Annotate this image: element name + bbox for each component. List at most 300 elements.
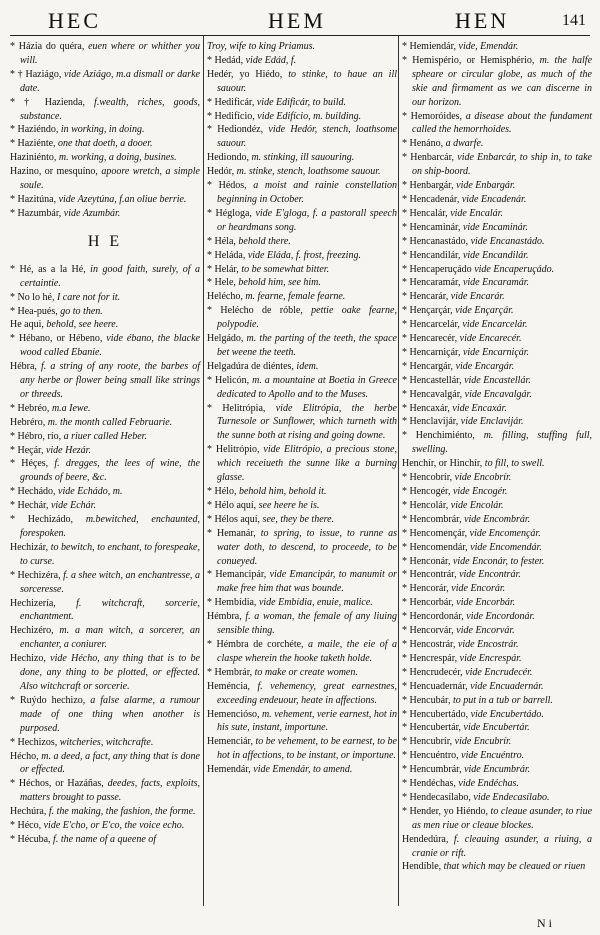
entry-headword: * Hedificár, xyxy=(207,96,255,108)
entry-definition: behold him, see him. xyxy=(235,277,321,289)
entry-headword: * Ruýdo hechizo, xyxy=(10,694,86,706)
entry-headword: * Haziéndo, xyxy=(10,124,59,136)
entry-definition: vide Encobrír. xyxy=(452,472,512,484)
entry-headword: * Hélo aquí, xyxy=(207,499,257,511)
page-number: 141 xyxy=(562,12,586,29)
dictionary-entry xyxy=(402,708,592,722)
dictionary-entry xyxy=(402,541,592,555)
entry-headword: * Hencuadernár, xyxy=(402,680,468,692)
entry-definition: m. stinke, stench, loathsome sauour. xyxy=(234,166,381,178)
dictionary-entry xyxy=(402,40,592,54)
entry-definition: idem. xyxy=(293,360,319,372)
dictionary-entry xyxy=(10,569,200,597)
entry-definition: m. vehement, verie earnest, hot in his sute, instant, importune. xyxy=(217,708,397,734)
entry-headword: * Hencalár, xyxy=(402,207,448,219)
entry-definition: vide Emendár, to amend. xyxy=(250,764,353,776)
dictionary-entry xyxy=(402,694,592,708)
entry-definition: a maile, the eie of a claspe wherein the hooke taketh holde. xyxy=(217,638,397,664)
entry-headword: * Hencargár, xyxy=(402,360,454,372)
entry-definition: m. working, a doing, busines. xyxy=(56,152,177,164)
entry-headword: * Hençarçár, xyxy=(402,305,453,317)
entry-definition: f.wealth, riches, goods, substance. xyxy=(20,96,200,122)
entry-headword: * Hélo, xyxy=(207,486,237,497)
entry-headword: * Henbargár, xyxy=(402,180,454,192)
entry-headword: Hendíble, xyxy=(402,861,442,873)
entry-headword: * Henconár, xyxy=(402,555,451,567)
entry-headword: * Hencarniçár, xyxy=(402,346,461,358)
entry-definition: vide Encumbrár. xyxy=(461,764,531,776)
entry-headword: * Hencaramár, xyxy=(402,277,461,289)
entry-headword: * Hencrespár, xyxy=(402,652,458,664)
entry-headword: Helgádo, xyxy=(207,333,244,345)
entry-definition: f. dregges, the lees of wine, the grounds of beere, &c. xyxy=(20,458,200,484)
entry-headword: * Helécho de róble, xyxy=(207,305,303,317)
entry-headword: Hechizéro, xyxy=(10,625,54,637)
dictionary-entry xyxy=(207,40,397,54)
dictionary-entry xyxy=(10,207,200,221)
dictionary-entry xyxy=(402,749,592,763)
dictionary-entry xyxy=(10,833,200,847)
entry-headword: * Héco, xyxy=(10,820,42,832)
dictionary-entry xyxy=(10,165,200,193)
dictionary-entry xyxy=(402,596,592,610)
entry-headword: * Hencanastádo, xyxy=(402,235,469,247)
entry-definition: m. the halfe spheare or circular globe, as much of the skie and firmament as we can discerne in our horizon. xyxy=(412,54,593,108)
dictionary-entry xyxy=(207,68,397,96)
header-rule xyxy=(10,35,590,36)
entry-headword: * Hencubertár, xyxy=(402,722,462,734)
entry-definition: vide Echár. xyxy=(48,500,96,512)
header-word-center: HEM xyxy=(268,8,326,33)
entry-definition: vide Encubertádo. xyxy=(468,708,544,720)
entry-definition: m. filling, stuffing full, swelling. xyxy=(412,430,593,456)
header-word-right: HEN xyxy=(455,8,510,33)
entry-definition: vide Encarecér. xyxy=(457,333,522,345)
entry-headword: * Hencomençár, xyxy=(402,527,468,539)
entry-definition: vide Encaperuçádo. xyxy=(471,263,555,275)
entry-headword: * Hencastellár, xyxy=(402,374,462,386)
dictionary-entry xyxy=(10,68,200,96)
entry-headword: * Henáno, xyxy=(402,138,444,150)
dictionary-entry xyxy=(207,304,397,332)
entry-headword: * Hencrudecér, xyxy=(402,666,463,678)
entry-definition: a dwarfe. xyxy=(443,138,484,150)
column-divider-1 xyxy=(203,36,204,906)
entry-headword: * Hebréo, xyxy=(10,402,50,414)
entry-headword: * Heláda, xyxy=(207,249,246,261)
dictionary-entry xyxy=(207,680,397,708)
entry-headword: * Helár, xyxy=(207,263,239,275)
dictionary-entry xyxy=(402,388,592,402)
entry-definition: m.a Iewe. xyxy=(49,402,91,414)
entry-headword: * Hencostrár, xyxy=(402,638,456,650)
entry-headword: * Hencobrír, xyxy=(402,472,453,484)
header-word-left: HEC xyxy=(48,8,101,33)
entry-headword: * Hencarcelár, xyxy=(402,319,460,331)
dictionary-entry xyxy=(402,652,592,666)
entry-headword: * Hazitúna, xyxy=(10,193,57,205)
entry-definition: vide Encaramár. xyxy=(460,277,530,289)
entry-headword: Hazino, or mesquíno, xyxy=(10,166,98,178)
dictionary-entry xyxy=(10,457,200,485)
entry-headword: * Hendéchas, xyxy=(402,778,456,790)
entry-definition: to spring, to issue, to runne as water doth, to descend, to proceede, to be conueyed. xyxy=(217,527,397,567)
running-header xyxy=(0,8,600,36)
entry-headword: * Hencubertádo, xyxy=(402,708,469,720)
entry-headword: * Hencumbrár, xyxy=(402,764,462,776)
dictionary-entry xyxy=(10,819,200,833)
entry-definition: f. the name of a queene of xyxy=(50,833,157,845)
entry-headword: * Hébro, río, xyxy=(10,430,62,442)
entry-headword: Heméncia, xyxy=(207,680,251,692)
entry-headword: Hemendár, xyxy=(207,764,251,776)
entry-definition: behold there. xyxy=(235,235,291,247)
dictionary-entry xyxy=(402,860,592,874)
entry-headword: * Hencarár, xyxy=(402,291,449,303)
entry-headword: Hedór, xyxy=(207,166,235,178)
entry-definition: to be vehement, to be earnest, to be hot in affections, to be instant, or importune. xyxy=(217,736,397,762)
entry-headword: * Hencubrír, xyxy=(402,736,453,748)
dictionary-entry xyxy=(402,346,592,360)
dictionary-entry xyxy=(402,735,592,749)
dictionary-entry xyxy=(10,332,200,360)
entry-headword: Hécho, xyxy=(10,750,39,762)
entry-definition: a disease about the fundament called the hemorrhoides. xyxy=(412,110,592,136)
dictionary-entry xyxy=(207,527,397,569)
dictionary-entry xyxy=(10,137,200,151)
entry-headword: * Hencaxár, xyxy=(402,402,450,414)
entry-headword: * Hécuba, xyxy=(10,833,51,845)
dictionary-entry xyxy=(10,360,200,402)
entry-headword: * † Hazienda, xyxy=(10,96,85,108)
entry-definition: vide Encarniçár. xyxy=(460,346,530,358)
entry-definition: vide Encostrár. xyxy=(455,638,519,650)
dictionary-entry xyxy=(10,305,200,319)
dictionary-entry xyxy=(207,402,397,444)
entry-headword: Hechizár, xyxy=(10,541,49,553)
dictionary-entry xyxy=(207,708,397,736)
entry-definition: vide Encorvár. xyxy=(453,625,515,637)
entry-definition: m. a man witch, a sorcerer, an enchanter, a coniurer. xyxy=(20,625,200,651)
dictionary-entry xyxy=(10,151,200,165)
entry-headword: * Hazumbár, xyxy=(10,207,62,219)
dictionary-entry xyxy=(207,96,397,110)
entry-definition: vide Encuadernár. xyxy=(467,680,544,692)
entry-headword: * No lo hé, xyxy=(10,291,55,303)
entry-headword: * Hender, yo Hiéndo, xyxy=(402,805,489,817)
entry-definition: one that doeth, a dooer. xyxy=(55,138,153,150)
dictionary-entry xyxy=(207,568,397,596)
column-1-top-entries xyxy=(10,40,200,221)
dictionary-entry xyxy=(10,444,200,458)
entry-headword: Hemencióso, xyxy=(207,708,260,720)
dictionary-entry xyxy=(402,332,592,346)
entry-definition: to fill, to swell. xyxy=(482,458,545,470)
entry-headword: * Hembídia, xyxy=(207,597,257,609)
entry-headword: * Hencorbár, xyxy=(402,597,454,609)
entry-definition: vide Encandilár. xyxy=(460,249,529,261)
column-2 xyxy=(207,40,397,777)
column-1-bottom-entries xyxy=(10,263,200,847)
entry-headword: Hémbra, xyxy=(207,611,242,623)
entry-definition: vide Ençarçár. xyxy=(452,305,514,317)
entry-headword: * Hele, xyxy=(207,277,236,289)
dictionary-entry xyxy=(402,429,592,457)
dictionary-entry xyxy=(207,485,397,499)
entry-definition: f. a shee witch, an enchantresse, a sorceresse. xyxy=(20,569,200,595)
entry-definition: vide, Emendár. xyxy=(456,41,519,52)
dictionary-entry xyxy=(207,207,397,235)
entry-headword: * Hechizéra, xyxy=(10,569,61,581)
entry-headword: He aqui, xyxy=(10,319,44,331)
entry-headword: * Hechizádo, xyxy=(10,514,74,526)
entry-definition: to be somewhat bitter. xyxy=(238,263,330,275)
entry-headword: * Hédos, xyxy=(207,180,247,192)
entry-headword: * Helitrópio, xyxy=(207,444,260,456)
entry-definition: that which may be cleaued or riuen xyxy=(441,861,586,873)
entry-headword: * Hedád, xyxy=(207,54,244,66)
dictionary-entry xyxy=(402,54,592,110)
entry-definition: f. a string of any roote, the barbes of any herbe or flower being small like strings or threeds. xyxy=(20,361,200,400)
dictionary-entry xyxy=(402,527,592,541)
dictionary-entry xyxy=(207,499,397,513)
dictionary-entry xyxy=(207,763,397,777)
entry-definition: vide Encolár. xyxy=(448,499,504,511)
entry-definition: vide Azumbár. xyxy=(61,207,121,219)
entry-definition: a false alarme, a rumour made of one thing when another is purposed. xyxy=(20,694,200,734)
entry-headword: * Hemancipár, xyxy=(207,569,267,581)
entry-definition: m.bewitched, enchaunted, forespoken. xyxy=(20,514,200,539)
entry-definition: vide Hedór, stench, loathsome sauour. xyxy=(217,124,397,150)
dictionary-entry xyxy=(402,471,592,485)
entry-headword: * Hencaperuçádo xyxy=(402,263,472,275)
column-3 xyxy=(402,40,592,874)
entry-headword: Hendedúra, xyxy=(402,833,449,845)
entry-definition: vide Embídia, enuie, malice. xyxy=(256,597,373,609)
dictionary-entry xyxy=(402,638,592,652)
dictionary-entry xyxy=(10,736,200,750)
entry-definition: vide E'cho, or E'co, the voice echo. xyxy=(41,820,185,832)
dictionary-entry xyxy=(10,123,200,137)
dictionary-entry xyxy=(207,110,397,124)
entry-definition: go to then. xyxy=(57,305,103,317)
entry-headword: * Házia do quéra, xyxy=(10,41,85,52)
entry-headword: * † Haziágo, xyxy=(10,68,62,80)
entry-headword: Hemenciár, xyxy=(207,736,253,748)
entry-definition: witcheries, witchcrafte. xyxy=(57,736,154,748)
entry-definition: m. stinking, ill sauouring. xyxy=(248,152,355,164)
entry-headword: Hébra, xyxy=(10,361,37,373)
entry-headword: * Hé, as a la Hé, xyxy=(10,263,86,275)
dictionary-entry xyxy=(207,249,397,263)
entry-definition: to cleaue asunder, to riue as men riue or cleaue blockes. xyxy=(412,805,593,831)
dictionary-entry xyxy=(402,221,592,235)
dictionary-entry xyxy=(10,318,200,332)
entry-headword: * Heçár, xyxy=(10,444,44,456)
dictionary-entry xyxy=(10,416,200,430)
entry-definition: vide Emancipár, to manumit or make free him that was bounde. xyxy=(217,569,397,595)
entry-definition: vide Encogér. xyxy=(450,486,508,497)
entry-headword: * Helicón, xyxy=(207,374,250,386)
dictionary-entry xyxy=(207,596,397,610)
entry-headword: * Hencombrár, xyxy=(402,513,462,525)
entry-definition: I care not for it. xyxy=(54,291,121,303)
dictionary-entry xyxy=(207,610,397,638)
entry-definition: vide Encanastádo. xyxy=(468,235,545,247)
entry-definition: euen where or whither you will. xyxy=(20,41,200,66)
entry-headword: * Hechizos, xyxy=(10,736,58,748)
dictionary-entry xyxy=(10,750,200,778)
dictionary-entry xyxy=(10,485,200,499)
dictionary-entry xyxy=(402,624,592,638)
entry-headword: * Helitrópia, xyxy=(207,402,266,414)
column-divider-2 xyxy=(398,36,399,906)
signature-mark: N i xyxy=(537,916,552,930)
entry-definition: vide Encrespár. xyxy=(457,652,522,664)
entry-headword: * Hembrár, xyxy=(207,666,253,678)
entry-definition: to stinke, to haue an ill sauour. xyxy=(217,68,397,94)
section-heading-he: H E xyxy=(87,232,123,250)
entry-headword: * Hencogér, xyxy=(402,486,451,497)
entry-headword: * Héçes, xyxy=(10,458,49,470)
entry-headword: Hediondo, xyxy=(207,152,249,164)
entry-definition: vide ébano, the blacke wood called Ebanie. xyxy=(20,333,200,359)
entry-definition: f. a woman, the female of any liuing sensible thing. xyxy=(217,611,397,637)
entry-headword: * Héla, xyxy=(207,235,236,247)
dictionary-entry xyxy=(207,179,397,207)
entry-headword: * Hemiendár, xyxy=(402,41,457,52)
dictionary-entry xyxy=(402,791,592,805)
entry-definition: to bewitch, to enchant, to forespeake, to curse. xyxy=(20,541,200,567)
entry-headword: Hechúra, xyxy=(10,806,47,818)
entry-definition: vide Encorár. xyxy=(448,583,506,595)
entry-headword: * Hencavalgár, xyxy=(402,388,463,400)
dictionary-entry xyxy=(402,290,592,304)
dictionary-entry xyxy=(10,652,200,694)
dictionary-entry xyxy=(207,235,397,249)
dictionary-entry xyxy=(10,805,200,819)
dictionary-entry xyxy=(402,374,592,388)
dictionary-entry xyxy=(402,680,592,694)
entry-definition: vide Encordonár. xyxy=(463,611,535,623)
dictionary-entry xyxy=(10,513,200,541)
entry-headword: * Hemispério, or Hemisphério, xyxy=(402,54,535,66)
entry-definition: to make or create women. xyxy=(252,666,358,678)
entry-definition: vide Encarár. xyxy=(448,291,505,303)
entry-headword: * Hélos aquí, xyxy=(207,513,261,525)
dictionary-entry xyxy=(402,485,592,499)
entry-definition: a moist and rainie constellation beginning in October. xyxy=(217,180,397,205)
dictionary-entry xyxy=(402,235,592,249)
entry-definition: vide Encontrár. xyxy=(456,569,521,581)
entry-definition: vide Edád, f. xyxy=(243,54,297,66)
dictionary-entry xyxy=(207,54,397,68)
entry-headword: * Hendecasílabo, xyxy=(402,791,471,803)
entry-definition: vide Encarcelár. xyxy=(459,319,528,331)
entry-definition: vide Encombrár. xyxy=(461,513,531,525)
entry-definition: vide Enbargár. xyxy=(453,180,516,192)
dictionary-entry xyxy=(402,499,592,513)
dictionary-entry xyxy=(402,304,592,318)
entry-headword: * Hencontrár, xyxy=(402,569,457,581)
dictionary-entry xyxy=(402,276,592,290)
dictionary-entry xyxy=(402,721,592,735)
dictionary-entry xyxy=(207,332,397,360)
dictionary-entry xyxy=(402,415,592,429)
dictionary-entry xyxy=(207,638,397,666)
entry-definition: vide Hezár. xyxy=(43,444,91,456)
entry-headword: Helgadúra de diéntes, xyxy=(207,360,294,372)
entry-definition: vide Enclavijár. xyxy=(458,416,524,428)
entry-definition: vide Edificár, to build. xyxy=(254,96,347,108)
entry-definition: vide Encaxár. xyxy=(449,402,507,414)
entry-definition: m. the parting of the teeth, the space bet weene the teeth. xyxy=(217,333,397,358)
entry-headword: * Hencadenár, xyxy=(402,193,460,205)
dictionary-entry xyxy=(402,805,592,833)
entry-headword: * Hencubár, xyxy=(402,694,451,706)
entry-headword: Hedér, yo Hiédo, xyxy=(207,68,283,80)
entry-definition: deedes, facts, exploits, matters brought to passe. xyxy=(20,778,201,804)
entry-definition: vide Encargár. xyxy=(453,360,515,372)
dictionary-entry xyxy=(207,151,397,165)
entry-headword: Henchír, or Hinchír, xyxy=(402,458,483,470)
dictionary-entry xyxy=(207,666,397,680)
entry-headword: * Hencolár, xyxy=(402,499,449,511)
dictionary-entry xyxy=(207,735,397,763)
entry-definition: vide Encorbár. xyxy=(453,597,516,609)
dictionary-entry xyxy=(10,777,200,805)
entry-definition: m. the month called Februarie. xyxy=(45,416,173,428)
entry-headword: * Hencandilár, xyxy=(402,249,461,261)
dictionary-entry xyxy=(10,40,200,68)
entry-definition: vide Enbarcár, to ship in, to take on ship-boord. xyxy=(412,152,592,178)
entry-definition: m. fearne, female fearne. xyxy=(242,291,346,303)
dictionary-entry xyxy=(402,777,592,791)
entry-definition: vide Endéchas. xyxy=(455,778,519,790)
dictionary-entry xyxy=(402,110,592,138)
entry-definition: vide Encadenár. xyxy=(459,193,527,205)
entry-definition: vide Encaminár. xyxy=(460,221,528,233)
entry-definition: vide Hécho, any thing that is to be done, any thing to be plotted, or effected. Also witchcraft or sorcerie. xyxy=(20,653,200,692)
entry-definition: vide Encomendár. xyxy=(467,541,542,553)
entry-definition: to put in a tub or barrell. xyxy=(450,694,553,706)
entry-headword: * Hencuéntro, xyxy=(402,750,459,762)
entry-headword: Helécho, xyxy=(207,291,243,303)
entry-definition: vide Eláda, f. frost, freezing. xyxy=(245,249,361,261)
dictionary-entry xyxy=(402,263,592,277)
entry-definition: vide Elitrópio, a precious stone, which receiueth the sunne like a burning glasse. xyxy=(217,444,397,484)
entry-headword: * Hencordonár, xyxy=(402,611,464,623)
dictionary-entry xyxy=(10,597,200,625)
entry-definition: in working, in doing. xyxy=(58,124,145,136)
entry-headword: * Hemanár, xyxy=(207,527,256,539)
column-1 xyxy=(10,40,200,847)
entry-definition: vide Encavalgár. xyxy=(462,388,532,400)
entry-definition: vide Encomençár. xyxy=(467,527,541,539)
dictionary-entry xyxy=(402,207,592,221)
entry-headword: * Hébano, or Hébeno, xyxy=(10,333,103,345)
entry-definition: vide Echádo, m. xyxy=(55,486,123,498)
dictionary-entry xyxy=(402,151,592,179)
dictionary-entry xyxy=(10,291,200,305)
entry-headword: * Henchimiénto, xyxy=(402,430,475,442)
entry-definition: vide Azeytúna, f.an oliue berrie. xyxy=(56,193,187,205)
dictionary-entry xyxy=(402,666,592,680)
entry-definition: behold him, behold it. xyxy=(236,486,327,497)
dictionary-entry xyxy=(402,568,592,582)
dictionary-entry xyxy=(10,624,200,652)
entry-definition: vide E'gloga, f. a pastorall speech or heardmans song. xyxy=(217,207,397,233)
